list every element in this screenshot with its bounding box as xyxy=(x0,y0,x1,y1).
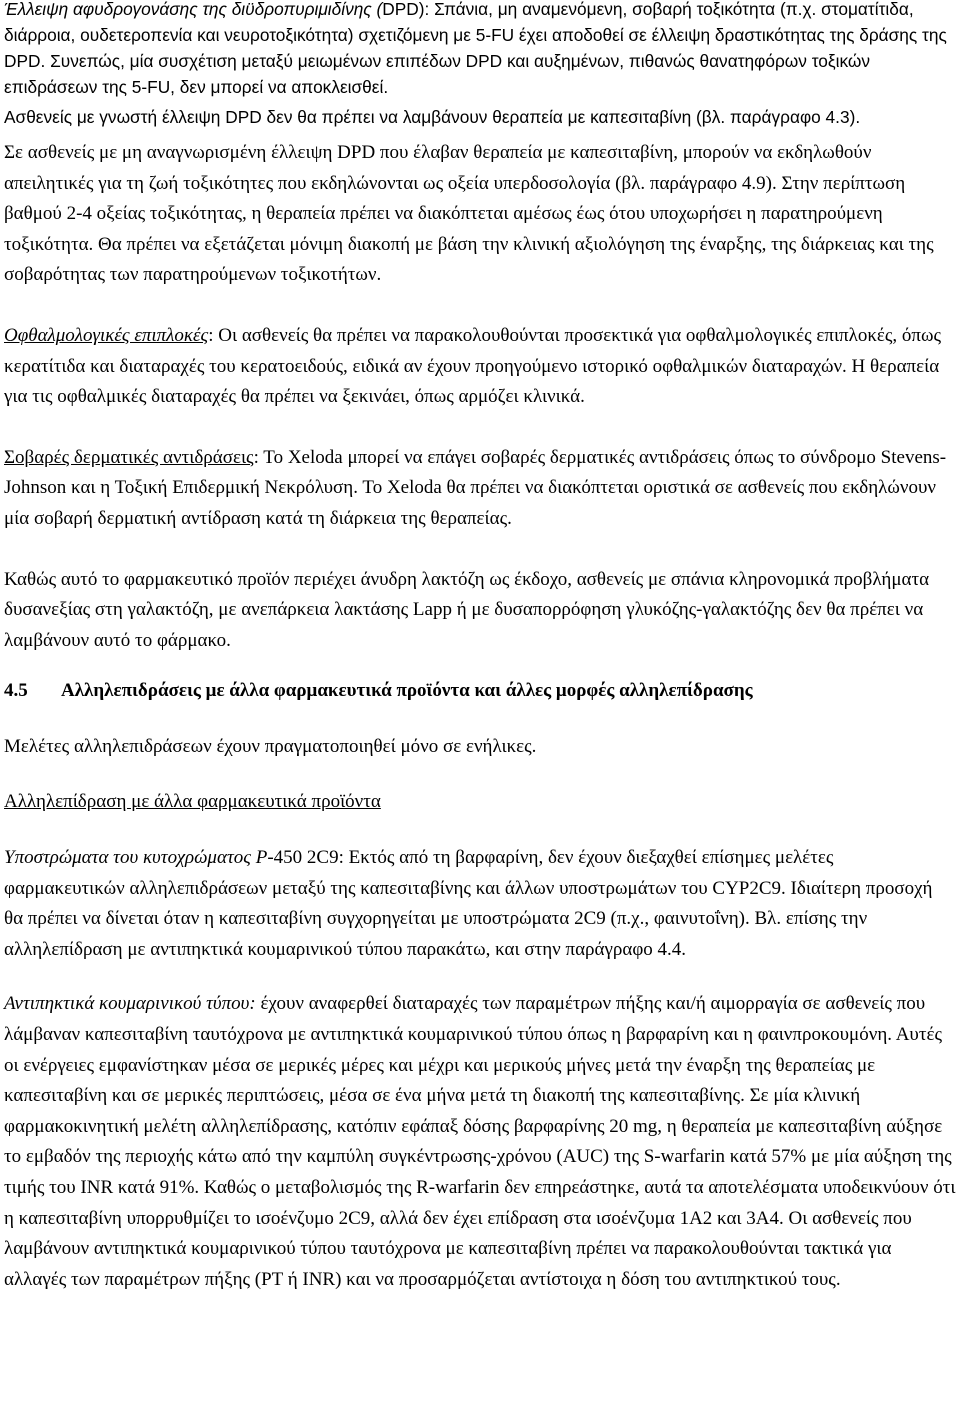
section-number: 4.5 xyxy=(4,680,28,702)
dpd-unrecognized-paragraph xyxy=(4,138,956,291)
skin-reactions-text: : Το Xeloda μπορεί να επάγει σοβαρές δερματικές αντιδράσεις όπως το σύνδρομο Stevens-Johnson και η Τοξική Επιδερμική Νεκρόλυση. Το Xeloda θα πρέπει να διακόπτεται οριστικά σε ασθενείς που εκδηλώνουν μία σοβαρή δερματική αντίδραση κατά τη διάρκεια της θεραπείας. xyxy=(4,446,947,529)
coumarin-paragraph xyxy=(4,989,956,1295)
skin-reactions-heading: Σοβαρές δερματικές αντιδράσεις xyxy=(4,446,254,468)
dpd-contraindication-text: Ασθενείς με γνωστή έλλειψη DPD δεν θα πρέπει να λαμβάνουν θεραπεία με καπεσιταβίνη (βλ. παράγραφο 4.3). xyxy=(4,107,861,127)
coumarin-heading: Αντιπηκτικά κουμαρινικού τύπου: xyxy=(4,993,256,1015)
cyp-text: : Εκτός από τη βαρφαρίνη, δεν έχουν διεξαχθεί επίσημες μελέτες φαρμακευτικών αλληλεπιδράσεων μεταξύ της καπεσιταβίνης και άλλων υποστρωμάτων του CYP2C9. Ιδιαίτερη προσοχή θα πρέπει να δίνεται όταν η καπεσιταβίνη συγχορηγείται με υποστρώματα 2C9 (π.χ., φαινυτοΐνη). Βλ. επίσης την αλληλεπίδραση με αντιπηκτικά κουμαρινικού τύπου παρακάτω, και στην παράγραφο 4.4. xyxy=(4,847,933,960)
coumarin-text: έχουν αναφερθεί διαταραχές των παραμέτρων πήξης και/ή αιμορραγία σε ασθενείς που λάμβαναν καπεσιταβίνη ταυτόχρονα με αντιπηκτικά κουμαρινικού τύπου όπως η βαρφαρίνη και η φαινπροκουμόνη. Αυτές οι ενέργειες εμφανίστηκαν μέσα σε μερικές μέρες και μέχρι και μερικούς μήνες μετά την έναρξη της θεραπείας με καπεσιταβίνη και σε μερικές περιπτώσεις, μέσα σε ένα μήνα μετά τη διακοπή της καπεσιταβίνης. Σε μία κλινική φαρμακοκινητική μελέτη αλληλεπίδρασης, κατόπιν εφάπαξ δόσης βαρφαρίνης 20 mg, η θεραπεία με καπεσιταβίνη αύξησε το εμβαδόν της περιοχής κάτω από την καμπύλη συγκέντρωσης-χρόνου (AUC) της S-warfarin κατά 57% με μία αύξηση της τιμής του INR κατά 91%. Καθώς ο μεταβολισμός της R-warfarin δεν επηρεάστηκε, αυτά τα αποτελέσματα υποδεικνύουν ότι η καπεσιταβίνη υπορρυθμίζει το ισοένζυμο 2C9, αλλά δεν έχει επίδραση στα ισοένζυμα 1A2 και 3A4. Οι ασθενείς που λαμβάνουν αντιπηκτικά κουμαρινικού τύπου ταυτόχρονα με καπεσιταβίνη πρέπει να παρακολουθούνται τακτικά για αλλαγές των παραμέτρων πήξης (PT ή INR) και να προσαρμόζεται αντίστοιχα η δόση του αντιπηκτικού τους. xyxy=(4,993,956,1290)
section-title: Αλληλεπιδράσεις με άλλα φαρμακευτικά προϊόντα και άλλες μορφές αλληλεπίδρασης xyxy=(61,680,753,702)
cyp-heading: Υποστρώματα του κυτοχρώματος P xyxy=(4,847,268,869)
skin-reactions-paragraph xyxy=(4,443,956,535)
ophthalmic-paragraph xyxy=(4,321,956,413)
dpd-deficiency-paragraph xyxy=(4,0,956,100)
studies-paragraph: Μελέτες αλληλεπιδράσεων έχουν πραγματοποιηθεί μόνο σε ενήλικες. xyxy=(4,735,537,757)
dpd-deficiency-heading: Έλλειψη αφυδρογονάσης της διϋδροπυριμιδίνης ( xyxy=(4,0,383,19)
interaction-subheading: Αλληλεπίδραση με άλλα φαρμακευτικά προϊόντα xyxy=(4,790,381,812)
cyp-heading-suffix: -450 2C9 xyxy=(267,847,339,869)
ophthalmic-text: : Οι ασθενείς θα πρέπει να παρακολουθούνται προσεκτικά για οφθαλμολογικές επιπλοκές, όπως κερατίτιδα και διαταραχές του κερατοειδούς, ειδικά αν έχουν προηγούμενο ιστορικό οφθαλμικών διαταραχών. Η θεραπεία για τις οφθαλμικές διαταραχές θα πρέπει να ξεκινάει, όπως αρμόζει κλινικά. xyxy=(4,324,942,408)
cyp-paragraph xyxy=(4,843,956,965)
dpd-deficiency-text: DPD): Σπάνια, μη αναμενόμενη, σοβαρή τοξικότητα (π.χ. στοματίτιδα, διάρροια, ουδετεροπενία και νευροτοξικότητα) σχετιζόμενη με 5-FU έχει αποδοθεί σε έλλειψη δραστικότητας της δράσης της DPD. Συνεπώς, μία συσχέτιση μεταξύ μειωμένων επιπέδων DPD και αυξημένων, πιθανώς θανατηφόρων τοξικών επιδράσεων της 5-FU, δεν μπορεί να αποκλεισθεί. xyxy=(4,0,947,97)
lactose-paragraph: Καθώς αυτό το φαρμακευτικό προϊόν περιέχει άνυδρη λακτόζη ως έκδοχο, ασθενείς με σπάνια κληρονομικά προβλήματα δυσανεξίας στη γαλακτόζη, με ανεπάρκεια λακτάσης Lapp ή με δυσαπορρόφηση γλυκόζης-γαλακτόζης δεν θα πρέπει να λαμβάνουν αυτό το φάρμακο. xyxy=(4,568,930,651)
dpd-unrecognized-text: Σε ασθενείς με μη αναγνωρισμένη έλλειψη DPD που έλαβαν θεραπεία με καπεσιταβίνη, μπορούν να εκδηλωθούν απειλητικές για τη ζωή τοξικότητες που εκδηλώνονται ως οξεία υπερδοσολογία (βλ. παράγραφο 4.9). Στην περίπτωση βαθμού 2-4 οξείας τοξικότητας, η θεραπεία πρέπει να διακόπτεται αμέσως έως ότου υποχωρήσει η παρατηρούμενη τοξικότητα. Θα πρέπει να εξετάζεται μόνιμη διακοπή με βάση την κλινική αξιολόγηση της έναρξης, της διάρκειας και της σοβαρότητας των παρατηρούμενων τοξικοτήτων. xyxy=(4,142,934,286)
ophthalmic-heading: Οφθαλμολογικές επιπλοκές xyxy=(4,324,209,346)
section-heading xyxy=(4,676,956,707)
